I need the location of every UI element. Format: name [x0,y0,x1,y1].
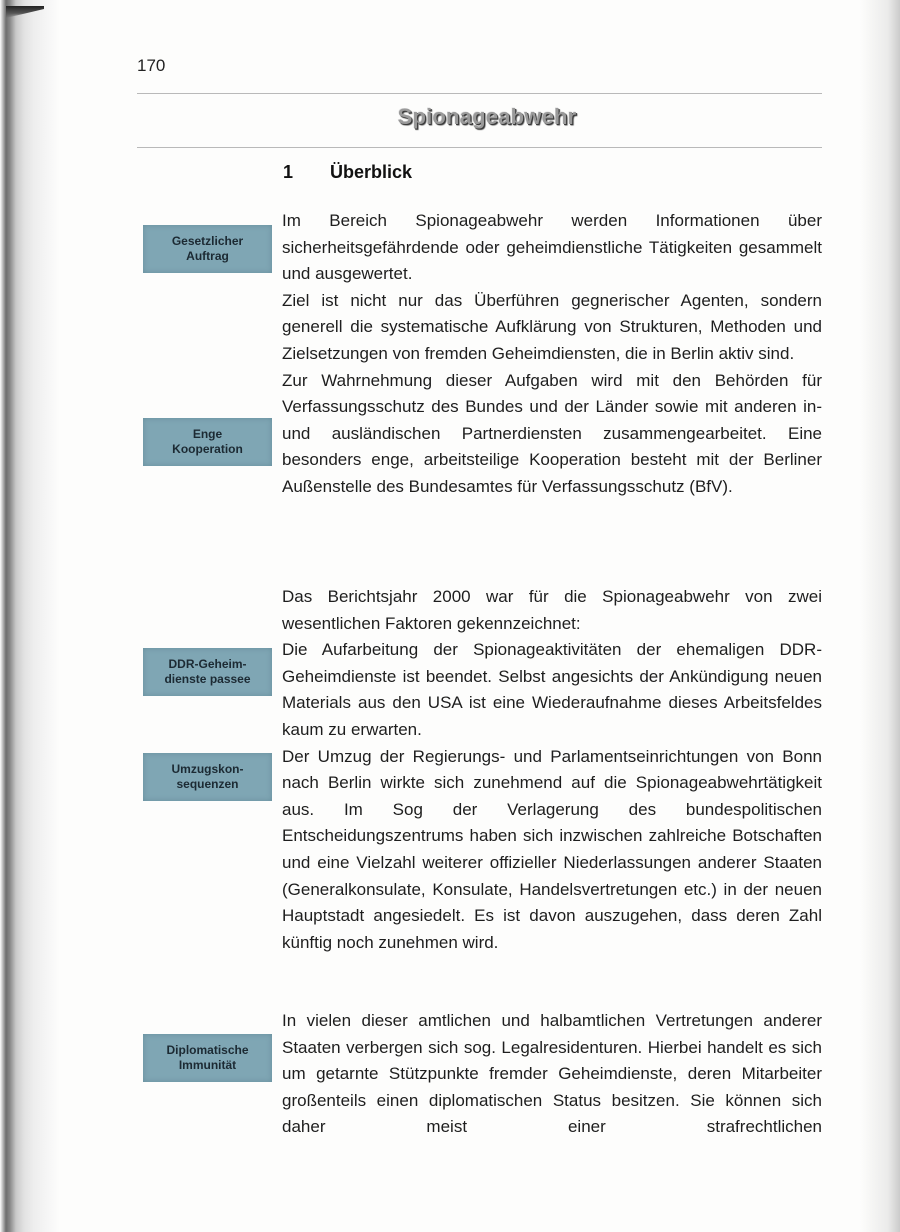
book-spine-shadow [0,0,60,1232]
header-rule-bottom [137,147,822,148]
text-block-factors [282,584,822,956]
margin-note-ddr-geheimdienste [143,648,272,696]
paragraph: Im Bereich Spionageabwehr werden Informationen über sicherheitsgefährdende oder geheimdienstliche Tätigkeiten gesammelt und ausgewertet. [282,211,822,284]
page-number: 170 [137,56,166,75]
margin-note-label: Umzugskon-sequenzen [171,762,244,791]
margin-note-label: Enge Kooperation [172,427,243,456]
margin-note-label: DDR-Geheim-dienste passee [164,657,251,686]
paragraph: Das Berichtsjahr 2000 war für die Spionageabwehr von zwei wesentlichen Faktoren gekennzeichnet: [282,587,822,633]
header-rule-top [137,93,822,94]
margin-note-label: Gesetzlicher Auftrag [171,234,244,263]
section-number: 1 [283,162,294,182]
paragraph: In vielen dieser amtlichen und halbamtlichen Vertretungen anderer Staaten verbergen sich sog. Legalresidenturen. Hierbei handelt es sich um getarnte Stützpunkte fremder Geheimdienste, deren Mitarbeiter großenteils einen diplomatischen Status besitzen. Sie können sich daher meist einer strafrechtlichen [282,1011,822,1137]
text-block-legalresidenturen [282,1008,822,1141]
chapter-title: Spionageabwehr [397,104,577,129]
paragraph: Zur Wahrnehmung dieser Aufgaben wird mit den Behörden für Verfassungsschutz des Bundes und der Länder sowie mit anderen in- und ausländischen Partnerdiensten zusammengearbeitet. Eine besonders enge, arbeitsteilige Kooperation besteht mit der Berliner Außenstelle des Bundesamtes für Verfassungsschutz (BfV). [282,370,822,496]
margin-note-diplomatische-immunitaet [143,1034,272,1082]
text-block-overview [282,208,822,501]
paragraph: Die Aufarbeitung der Spionageaktivitäten der ehemaligen DDR-Geheimdienste ist beendet. Selbst angesichts der Ankündigung neuen Materials aus den USA ist eine Wiederaufnahme dieses Arbeitsfeldes kaum zu erwarten. [282,640,822,739]
paragraph: Ziel ist nicht nur das Überführen gegnerischer Agenten, sondern generell die systematische Aufklärung von Strukturen, Methoden und Zielsetzungen von fremden Geheimdiensten, die in Berlin aktiv sind. [282,290,822,363]
margin-note-label: Diplomatische Immunität [166,1043,249,1072]
paragraph: Der Umzug der Regierungs- und Parlamentseinrichtungen von Bonn nach Berlin wirkte sich zunehmend auf die Spionageabwehrtätigkeit aus. Im Sog der Verlagerung des bundespolitischen Entscheidungszentrums haben sich inzwischen zahlreiche Botschaften und eine Vielzahl weiterer offizieller Niederlassungen anderer Staaten (Generalkonsulate, Konsulate, Handelsvertretungen etc.) in der neuen Hauptstadt angesiedelt. Es ist davon auszugehen, dass deren Zahl künftig noch zunehmen wird. [282,746,822,952]
margin-note-enge-kooperation [143,418,272,466]
section-heading [283,162,412,183]
margin-note-umzugskonsequenzen [143,753,272,801]
page-edge-shadow [860,0,900,1232]
section-title: Überblick [330,162,413,182]
margin-note-gesetzlicher-auftrag [143,225,272,273]
